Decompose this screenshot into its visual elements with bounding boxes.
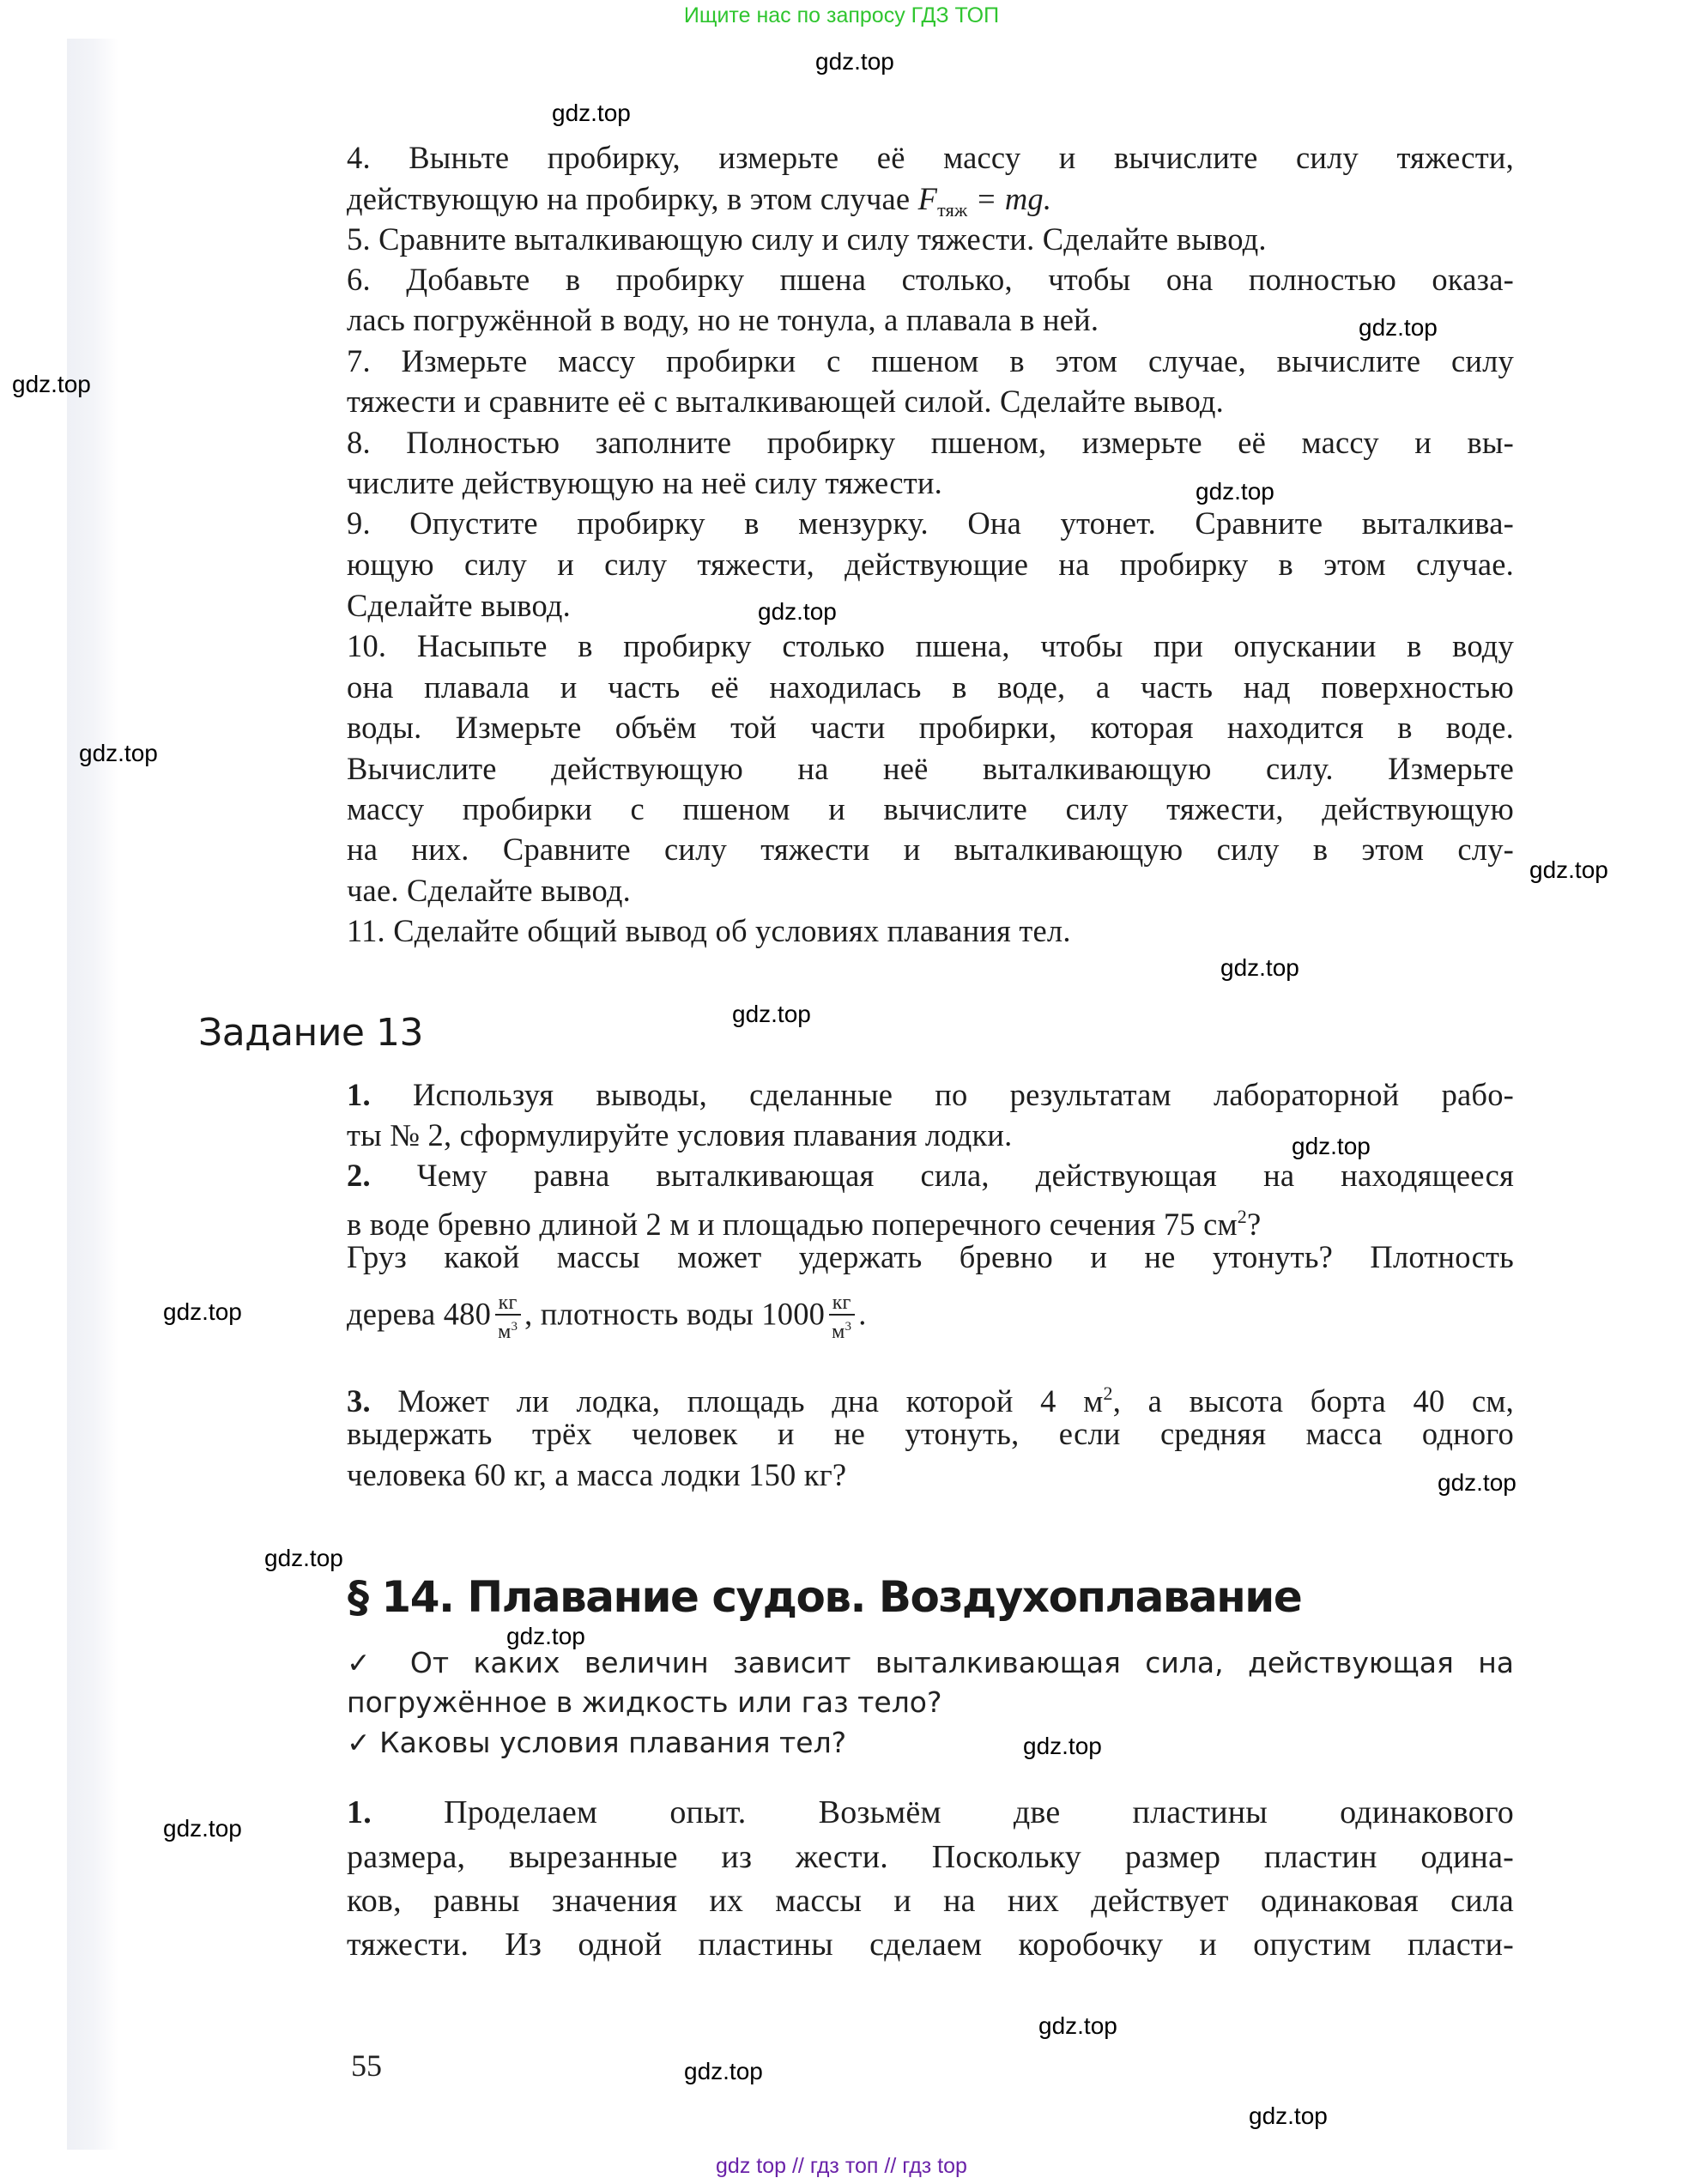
watermark: gdz.top: [1249, 2102, 1328, 2129]
watermark: gdz.top: [1038, 2012, 1117, 2039]
watermark: gdz.top: [1438, 1469, 1517, 1496]
watermark: gdz.top: [163, 1298, 242, 1325]
task-item-2-line-2: в воде бревно длиной 2 м и площадью поперечного сечения 75 $см^2$?: [347, 1206, 1262, 1242]
watermark: gdz.top: [1529, 856, 1608, 883]
check-mark-icon: ✓: [347, 1646, 386, 1679]
step-10-line-6: на них. Сравните силу тяжести и выталкивающую силу в этом слу-: [347, 832, 1514, 867]
page-number: 55: [351, 2048, 382, 2083]
step-10-line-1: 10. Насыпьте в пробирку столько пшена, чтобы при опускании в воду: [347, 628, 1514, 663]
step-10-line-4: Вычислите действующую на неё выталкивающую силу. Измерьте: [347, 751, 1514, 786]
step-10-line-2: она плавала и часть её находилась в воде, а часть над поверхностью: [347, 669, 1514, 705]
watermark: gdz.top: [815, 48, 894, 75]
step-4-line-1: 4. Выньте пробирку, измерьте её массу и вычислите силу тяжести,: [347, 140, 1514, 175]
watermark: gdz.top: [79, 740, 158, 766]
step-4-line-2: действующую на пробирку, в этом случае $F_{тяж}$ = mg.: [347, 181, 1052, 221]
watermark: gdz.top: [506, 1623, 585, 1649]
step-6-line-1: 6. Добавьте в пробирку пшена столько, чтобы она полностью оказа-: [347, 262, 1514, 297]
paragraph-line-2: размера, вырезанные из жести. Поскольку размер пластин одина-: [347, 1839, 1514, 1875]
watermark: gdz.top: [1220, 954, 1299, 981]
task-item-1-line-1: 1. Используя выводы, сделанные по результатам лабораторной рабо-: [347, 1077, 1514, 1112]
unit-kg-per-m3: $\frac{кг}{м^3}$: [494, 1292, 521, 1343]
step-10-line-7: чае. Сделайте вывод.: [347, 873, 631, 908]
top-banner[interactable]: Ищите нас по запросу ГДЗ ТОП: [683, 3, 1000, 27]
review-question-1-line-1: ✓ От каких величин зависит выталкивающая сила, действующая на: [347, 1646, 1514, 1679]
check-mark-icon: ✓: [347, 1726, 371, 1759]
task-item-3-line-1: 3. Может ли лодка, площадь дна которой 4 $м^2$, а высота борта 40 см,: [347, 1382, 1515, 1419]
step-9-line-3: Сделайте вывод.: [347, 588, 571, 623]
task-item-2-line-1: 2. Чему равна выталкивающая сила, действующая на находящееся: [347, 1158, 1515, 1193]
step-11: 11. Сделайте общий вывод об условиях плавания тел.: [347, 913, 1071, 948]
task-item-2-density-line: дерева 480 $\frac{кг}{м^3}$ , плотность воды 1000 $\frac{кг}{м^3}$ .: [347, 1292, 867, 1343]
watermark: gdz.top: [552, 100, 631, 126]
paragraph-line-4: тяжести. Из одной пластины сделаем коробочку и опустим пласти-: [347, 1927, 1514, 1963]
review-question-1-line-2: погружённое в жидкость или газ тело?: [347, 1685, 942, 1719]
watermark: gdz.top: [1196, 478, 1274, 505]
step-5: 5. Сравните выталкивающую силу и силу тяжести. Сделайте вывод.: [347, 221, 1267, 257]
watermark: gdz.top: [1292, 1133, 1371, 1159]
step-10-line-5: массу пробирки с пшеном и вычислите силу тяжести, действующую: [347, 791, 1514, 826]
task-item-1-line-2: ты № 2, сформулируйте условия плавания лодки.: [347, 1117, 1013, 1152]
step-7-line-1: 7. Измерьте массу пробирки с пшеном в этом случае, вычислите силу: [347, 343, 1514, 378]
bottom-banner[interactable]: gdz top // гдз топ // гдз top: [716, 2154, 967, 2178]
watermark: gdz.top: [684, 2058, 763, 2084]
formula-force: $F_{тяж}$ = mg.: [917, 181, 1052, 221]
watermark: gdz.top: [264, 1545, 343, 1571]
page-gutter-shadow: [67, 39, 118, 2150]
task-item-3-line-3: человека 60 кг, а масса лодки 150 кг?: [347, 1457, 847, 1492]
watermark: gdz.top: [163, 1815, 242, 1842]
watermark: gdz.top: [1023, 1733, 1102, 1759]
step-7-line-2: тяжести и сравните её с выталкивающей силой. Сделайте вывод.: [347, 384, 1224, 419]
watermark: gdz.top: [758, 598, 837, 625]
task-heading: Задание 13: [198, 1011, 423, 1055]
step-8-line-2: числите действующую на неё силу тяжести.: [347, 465, 942, 500]
step-9-line-1: 9. Опустите пробирку в мензурку. Она утонет. Сравните выталкива-: [347, 505, 1514, 541]
unit-kg-per-m3: $\frac{кг}{м^3}$: [828, 1292, 855, 1343]
task-item-3-line-2: выдержать трёх человек и не утонуть, если средняя масса одного: [347, 1416, 1514, 1451]
task-item-2-line-3: Груз какой массы может удержать бревно и не утонуть? Плотность: [347, 1239, 1514, 1274]
watermark: gdz.top: [1359, 314, 1438, 341]
paragraph-line-1: 1. Проделаем опыт. Возьмём две пластины одинакового: [347, 1794, 1515, 1830]
watermark: gdz.top: [732, 1001, 811, 1027]
section-heading: § 14. Плавание судов. Воздухоплавание: [348, 1572, 1302, 1622]
step-8-line-1: 8. Полностью заполните пробирку пшеном, измерьте её массу и вы-: [347, 425, 1514, 460]
step-6-line-2: лась погружённой в воду, но не тонула, а плавала в ней.: [347, 302, 1099, 337]
review-question-2: ✓ Каковы условия плавания тел?: [347, 1726, 847, 1759]
step-10-line-3: воды. Измерьте объём той части пробирки, которая находится в воде.: [347, 710, 1514, 745]
watermark: gdz.top: [12, 371, 91, 397]
paragraph-line-3: ков, равны значения их массы и на них действует одинаковая сила: [347, 1883, 1514, 1919]
step-9-line-2: ющую силу и силу тяжести, действующие на пробирку в этом случае.: [347, 547, 1514, 582]
